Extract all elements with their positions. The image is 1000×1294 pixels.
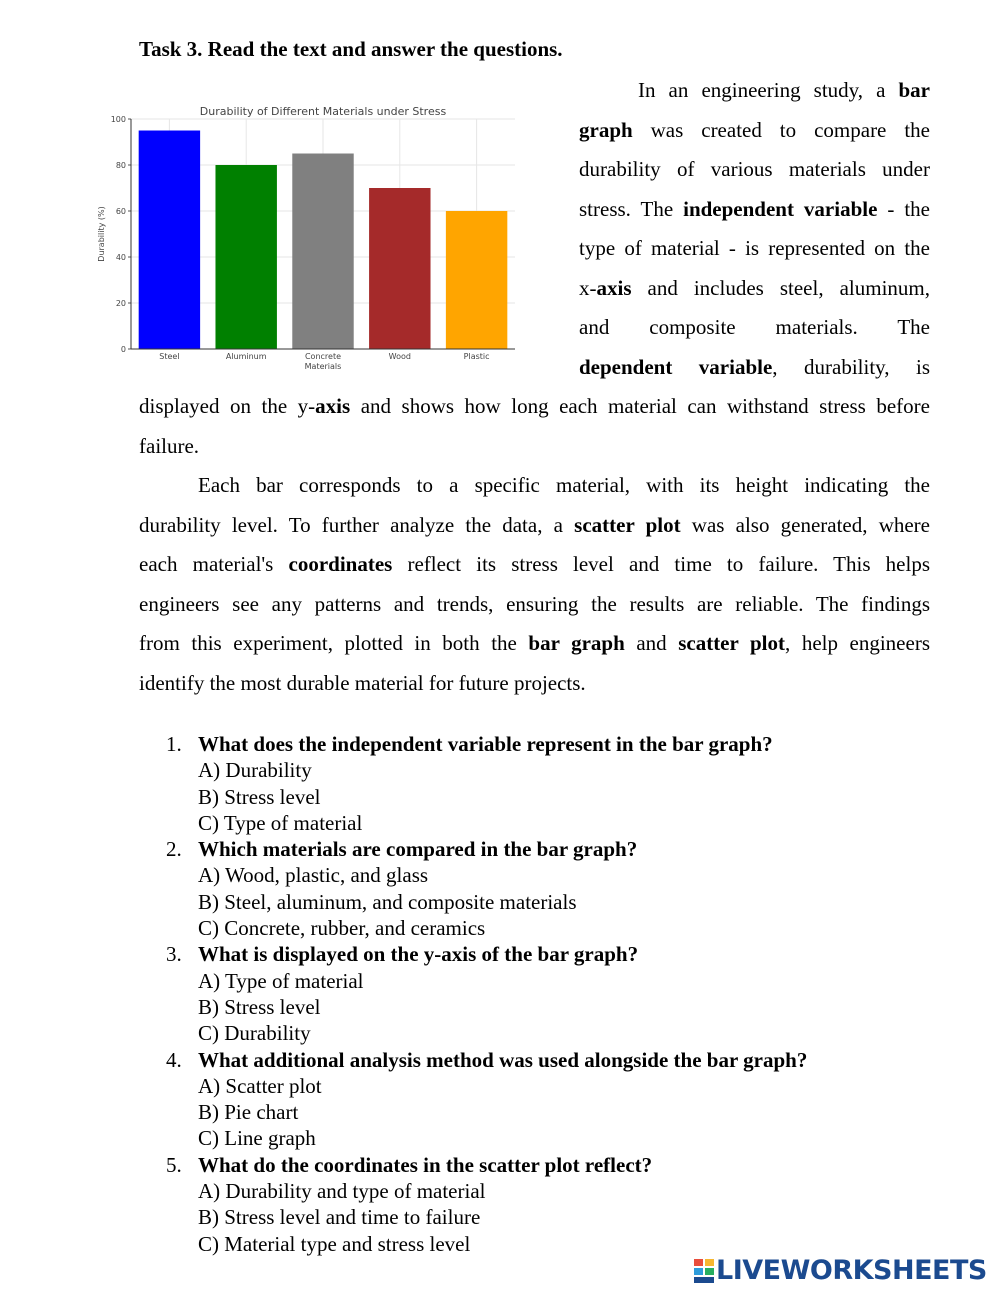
question-number: 2.: [166, 837, 182, 862]
passage-line: [139, 590, 930, 618]
x-tick-label: Plastic: [463, 352, 490, 361]
passage-text: engineers see any patterns and trends, ensuring the results are reliable. The findings: [139, 592, 930, 616]
passage-text: was also generated, where: [680, 513, 930, 537]
x-axis-label: Materials: [304, 362, 342, 371]
answer-option[interactable]: C) Material type and stress level: [198, 1231, 471, 1256]
answer-option[interactable]: A) Scatter plot: [198, 1073, 322, 1098]
passage-text: and includes steel, aluminum,: [631, 276, 930, 300]
passage-text: from this experiment, plotted in both the: [139, 631, 529, 655]
bar-aluminum: [215, 165, 276, 349]
passage-line: [579, 313, 930, 341]
answer-option[interactable]: C) Line graph: [198, 1126, 316, 1151]
x-tick-label: Steel: [159, 352, 180, 361]
answer-option[interactable]: A) Type of material: [198, 968, 364, 993]
x-tick-label: Concrete: [304, 352, 342, 361]
bar-concrete: [292, 154, 353, 350]
y-tick-label: 60: [115, 207, 126, 216]
passage-text: each material's: [139, 552, 289, 576]
passage-text: failure.: [139, 434, 200, 458]
passage-text: , help engineers: [785, 631, 930, 655]
passage-line: [579, 116, 930, 144]
passage-line: [579, 76, 930, 104]
answer-option[interactable]: B) Stress level: [198, 994, 321, 1019]
y-tick-label: 40: [115, 253, 126, 262]
passage-text: durability level. To further analyze the data, a: [139, 513, 575, 537]
question-item: [166, 1047, 946, 1152]
bold-term: bar: [898, 78, 930, 102]
passage-line: [139, 629, 930, 657]
bold-term: bar graph: [528, 631, 625, 655]
passage-line: [198, 471, 930, 499]
logo-text: LIVEWORKSHEETS: [716, 1255, 987, 1286]
task-title: Task 3. Read the text and answer the questions.: [139, 37, 563, 61]
bold-term: scatter plot: [678, 631, 786, 655]
answer-option[interactable]: A) Durability: [198, 758, 312, 783]
bold-term: dependent variable: [579, 355, 773, 379]
bar-steel: [139, 131, 200, 350]
question-item: [166, 731, 946, 836]
bar-wood: [369, 188, 430, 349]
question-text: What additional analysis method was used alongside the bar graph?: [198, 1047, 808, 1072]
passage-text: type of material - is represented on the: [579, 236, 930, 260]
y-tick-label: 100: [110, 115, 126, 124]
passage-text: reflect its stress level and time to failure. This helps: [392, 552, 930, 576]
question-list: [166, 731, 946, 1257]
bold-term: graph: [579, 118, 633, 142]
passage-text: stress. The: [579, 197, 684, 221]
x-tick-label: Wood: [388, 352, 411, 361]
bold-term: axis: [596, 276, 632, 300]
chart-title: Durability of Different Materials under Stress: [199, 105, 447, 118]
y-tick-label: 0: [120, 345, 126, 354]
passage-line: [139, 432, 930, 460]
passage-line: [579, 353, 930, 381]
question-number: 1.: [166, 732, 182, 756]
passage-line: [579, 274, 930, 302]
bar-chart-svg: [93, 100, 523, 376]
passage-line: [579, 155, 930, 183]
bar-plastic: [446, 211, 507, 349]
x-tick-label: Aluminum: [225, 352, 267, 361]
passage-line: [139, 392, 930, 420]
bold-term: independent variable: [683, 197, 878, 221]
y-tick-label: 20: [115, 299, 126, 308]
question-text: What does the independent variable represent in the bar graph?: [198, 732, 773, 756]
passage-text: and composite materials. The: [579, 315, 930, 339]
answer-option[interactable]: C) Concrete, rubber, and ceramics: [198, 916, 486, 941]
answer-option[interactable]: C) Type of material: [198, 810, 363, 835]
question-number: 3.: [166, 942, 182, 967]
passage-text: - the: [877, 197, 931, 221]
question-item: [166, 1152, 946, 1257]
bold-term: coordinates: [288, 552, 393, 576]
passage-line: [579, 195, 930, 223]
question-item: [166, 941, 946, 1046]
durability-bar-chart: [93, 100, 523, 376]
answer-option[interactable]: B) Steel, aluminum, and composite materials: [198, 889, 577, 914]
question-number: 5.: [166, 1152, 182, 1177]
question-text: What do the coordinates in the scatter plot reflect?: [198, 1152, 653, 1177]
bold-term: scatter plot: [574, 513, 681, 537]
y-tick-label: 80: [115, 161, 126, 170]
answer-option[interactable]: C) Durability: [198, 1021, 311, 1046]
passage-text: and shows how long each material can withstand stress before: [350, 394, 930, 418]
answer-option[interactable]: B) Stress level: [198, 784, 321, 809]
bold-term: axis: [315, 394, 351, 418]
liveworksheets-logo: [694, 1256, 994, 1286]
liveworksheets-logo-icon: [694, 1259, 714, 1283]
question-number: 4.: [166, 1047, 182, 1072]
passage-text: was created to compare the: [632, 118, 930, 142]
passage-line: [139, 511, 930, 539]
answer-option[interactable]: B) Stress level and time to failure: [198, 1205, 481, 1230]
answer-option[interactable]: A) Durability and type of material: [198, 1179, 486, 1204]
passage-text: identify the most durable material for future projects.: [139, 671, 586, 695]
answer-option[interactable]: B) Pie chart: [198, 1100, 299, 1125]
passage-text: In an engineering study, a: [638, 78, 899, 102]
passage-line: [579, 234, 930, 262]
passage-text: and: [624, 631, 679, 655]
passage-text: , durability, is: [772, 355, 930, 379]
passage-text: displayed on the y-: [139, 394, 316, 418]
passage-line: [139, 669, 930, 697]
answer-option[interactable]: A) Wood, plastic, and glass: [198, 863, 429, 888]
question-text: What is displayed on the y-axis of the bar graph?: [198, 942, 639, 967]
passage-text: durability of various materials under: [579, 157, 930, 181]
passage-text: Each bar corresponds to a specific material, with its height indicating the: [198, 473, 930, 497]
y-axis-label: Durability (%): [97, 206, 106, 262]
passage-text: x-: [579, 276, 597, 300]
question-item: [166, 836, 946, 941]
passage-line: [139, 550, 930, 578]
question-text: Which materials are compared in the bar graph?: [198, 837, 638, 862]
